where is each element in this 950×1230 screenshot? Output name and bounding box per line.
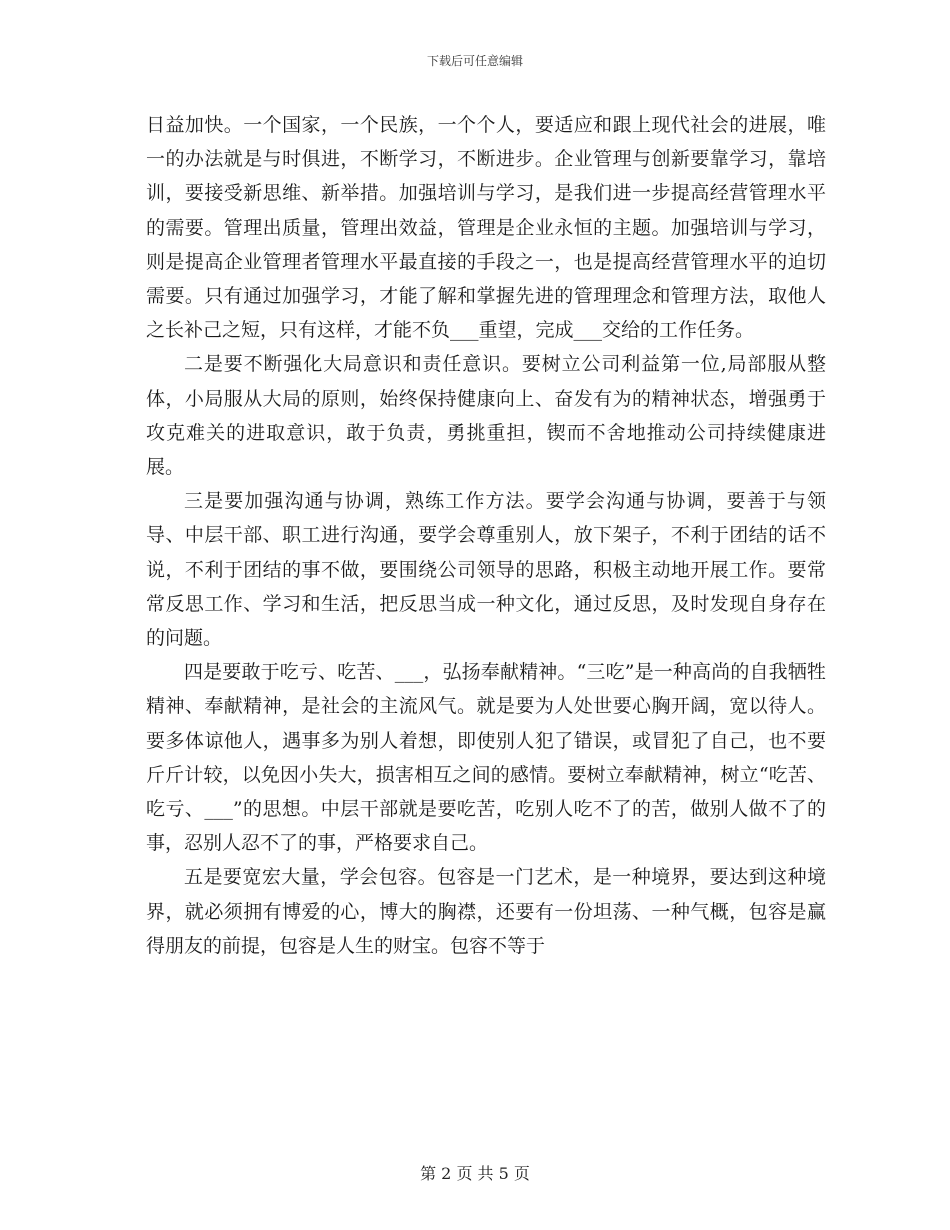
paragraph-point-five: 五是要宽宏大量，学会包容。包容是一门艺术，是一种境界，要达到这种境界，就必须拥有博爱的心，博大的胸襟，还要有一份坦荡、一种气概，包容是赢得朋友的前提，包容是人生的财宝。包容不等于 (146, 866, 826, 957)
page-footer: 第 2 页 共 5 页 (420, 1164, 530, 1183)
paragraph-point-two: 二是要不断强化大局意识和责任意识。要树立公司利益第一位,局部服从整体，小局服从大局的原则，始终保持健康向上、奋发有为的精神状态，增强勇于攻克难关的进取意识，敢于负责，勇挑重担，锲而不舍地推动公司持续健康进展。 (146, 353, 826, 479)
document-body (146, 108, 826, 963)
page-header: 下载后可任意编辑 (426, 54, 523, 68)
paragraph-point-three: 三是要加强沟通与协调，熟练工作方法。要学会沟通与协调，要善于与领导、中层干部、职工进行沟通，要学会尊重别人，放下架子，不利于团结的话不说，不利于团结的事不做，要围绕公司领导的思路，积极主动地开展工作。要常常反思工作、学习和生活，把反思当成一种文化，通过反思，及时发现自身存在的问题。 (146, 490, 826, 650)
paragraph-point-four: 四是要敢于吃亏、吃苦、___，弘扬奉献精神。“三吃”是一种高尚的自我牺牲精神、奉献精神，是社会的主流风气。就是要为人处世要心胸开阔，宽以待人。要多体谅他人，遇事多为别人着想，即使别人犯了错误，或冒犯了自己，也不要斤斤计较，以免因小失大，损害相互之间的感情。要树立奉献精神，树立“吃苦、吃亏、___”的思想。中层干部就是要吃苦，吃别人吃不了的苦，做别人做不了的事，忍别人忍不了的事，严格要求自己。 (146, 661, 826, 855)
paragraph-continuation: 日益加快。一个国家，一个民族，一个个人，要适应和跟上现代社会的进展，唯一的办法就是与时俱进，不断学习，不断进步。企业管理与创新要靠学习，靠培训，要接受新思维、新举措。加强培训与学习，是我们进一步提高经营管理水平的需要。管理出质量，管理出效益，管理是企业永恒的主题。加强培训与学习，则是提高企业管理者管理水平最直接的手段之一，也是提高经营管理水平的迫切需要。只有通过加强学习，才能了解和掌握先进的管理理念和管理方法，取他人之长补己之短，只有这样，才能不负___重望，完成___交给的工作任务。 (146, 114, 826, 342)
